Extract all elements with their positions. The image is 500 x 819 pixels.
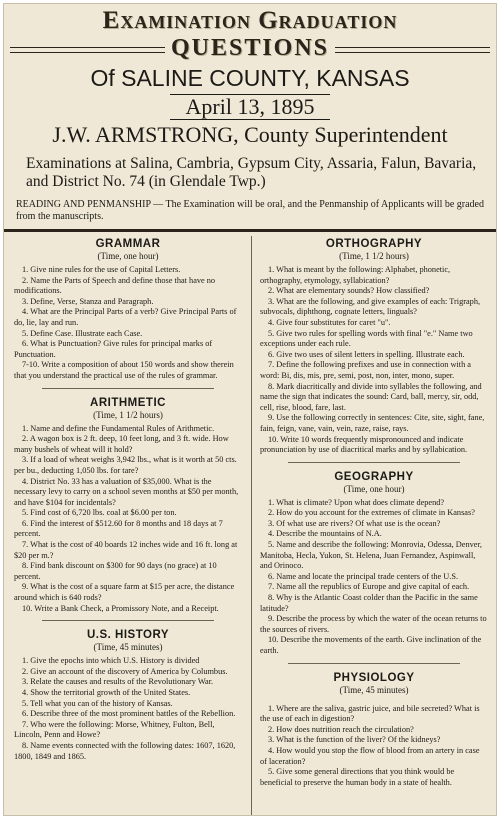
question-item: 6. Name and locate the principal trade centers of the U.S. xyxy=(268,571,459,581)
examination-locations: Examinations at Salina, Cambria, Gypsum City, Assaria, Falun, Bavaria, and District No. 74 (in Glendale Twp.) xyxy=(26,155,477,190)
section-arithmetic xyxy=(14,397,242,615)
question-item: 2. Name the Parts of Speech and define those that have no modifications. xyxy=(14,275,216,296)
question-item: 8. Name events connected with the following dates: 1607, 1620, 1800, 1849 and 1865. xyxy=(14,740,236,761)
section-title: ARITHMETIC xyxy=(90,396,166,409)
section-title: GEOGRAPHY xyxy=(334,470,414,483)
masthead-subtitle-band xyxy=(10,35,490,61)
question-list xyxy=(14,265,242,382)
masthead xyxy=(4,8,496,191)
question-item: 5. Give some general directions that you think would be beneficial to preserve the human body in a state of health. xyxy=(260,767,455,787)
question-item: 9. Describe the process by which the water of the ocean returns to the sources of rivers. xyxy=(260,614,487,634)
question-item: 3. Of what use are rivers? Of what use is the ocean? xyxy=(268,518,441,528)
section-physiology xyxy=(260,672,488,789)
question-list xyxy=(260,704,488,789)
question-item: 10. Write 10 words frequently mispronounced and indicate pronunciation by use of diacritical marks and by syllabication. xyxy=(260,434,468,455)
masthead-title: Examination Graduation xyxy=(102,7,398,34)
question-item: 1. Give nine rules for the use of Capital Letters. xyxy=(22,265,181,274)
question-item: 9. What is the cost of a square farm at $15 per acre, the distance around which is 640 rods? xyxy=(14,582,235,603)
section-separator xyxy=(42,620,214,621)
question-item: 1. Give the epochs into which U.S. History is divided xyxy=(22,656,200,666)
section-us-history xyxy=(14,629,242,762)
question-item: 3. What are the following, and give examples of each: Trigraph, subvocals, diphthong, cognate letters, linguals? xyxy=(260,296,481,317)
question-item: 7. Define the following prefixes and use in connection with a word: Bi, dis, mis, pre, semi, post, non, inter, mono, super. xyxy=(260,360,471,380)
question-item: 3. Relate the causes and results of the Revolutionary War. xyxy=(22,677,214,687)
exam-date: April 13, 1895 xyxy=(170,94,331,120)
section-time: (Time, 45 minutes) xyxy=(93,642,163,653)
section-time: (Time, 1 1/2 hours) xyxy=(339,251,409,261)
question-item: 10. Write a Bank Check, a Promissory Note, and a Receipt. xyxy=(22,603,219,613)
question-item: 2. Give an account of the discovery of America by Columbus. xyxy=(22,666,228,676)
section-title: GRAMMAR xyxy=(95,238,161,250)
question-item: 5. Define Case. Illustrate each Case. xyxy=(22,328,143,338)
question-item: 5. Find cost of 6,720 lbs. coal at $6.00 per ton. xyxy=(22,508,177,518)
superintendent-line: J.W. ARMSTRONG, County Superintendent xyxy=(52,122,448,147)
question-item: 3. If a load of wheat weighs 3,942 lbs., what is it worth at 50 cts. per bu., deducting 1,050 lbs. for tare? xyxy=(14,455,237,475)
section-orthography xyxy=(260,238,488,456)
section-separator xyxy=(288,462,460,463)
question-item: 2. What are elementary sounds? How classified? xyxy=(268,286,430,296)
question-item: 7. What is the cost of 40 boards 12 inches wide and 16 ft. long at $20 per m.? xyxy=(14,540,238,560)
county-heading: Of SALINE COUNTY, KANSAS xyxy=(90,65,410,91)
section-title: ORTHOGRAPHY xyxy=(325,238,423,250)
question-item: 7. Name all the republics of Europe and give capital of each. xyxy=(268,582,470,592)
question-item: 7. Who were the following: Morse, Whitney, Fulton, Bell, Lincoln, Penn and Howe? xyxy=(14,719,215,740)
question-item: 6. Find the interest of $512.60 for 8 months and 18 days at 7 percent. xyxy=(14,518,223,539)
question-item: 6. Describe three of the most prominent battles of the Rebellion. xyxy=(22,709,236,719)
question-item: 4. Show the territorial growth of the United States. xyxy=(22,688,191,697)
question-item: 9. Use the following correctly in sentences: Cite, site, sight, fane, fain, feign, vane, vain, vein, raze, raise, rays. xyxy=(260,413,485,433)
section-title: U.S. HISTORY xyxy=(86,629,170,642)
question-item: 10. Describe the movements of the earth. Give inclination of the earth. xyxy=(260,635,482,655)
left-column xyxy=(14,232,242,762)
section-time: (Time, one hour) xyxy=(97,251,159,261)
question-item: 5. Tell what you can of the history of Kansas. xyxy=(22,698,173,708)
section-title: PHYSIOLOGY xyxy=(333,671,415,684)
section-time: (Time, 1 1/2 hours) xyxy=(93,409,163,420)
question-item: 4. How would you stop the flow of blood from an artery in case of laceration? xyxy=(260,745,480,766)
question-item: 2. How do you account for the extremes of climate in Kansas? xyxy=(268,508,475,518)
section-geography xyxy=(260,471,488,657)
reading-penmanship-note: READING AND PENMANSHIP — The Examination will be oral, and the Penmanship of Applicants will be graded from the manuscripts. xyxy=(16,199,484,222)
right-column xyxy=(260,232,488,788)
question-item: 5. Give two rules for spelling words with final "e." Name two exceptions under each rule. xyxy=(260,328,473,349)
section-grammar xyxy=(14,238,242,382)
question-item: 1. Where are the saliva, gastric juice, and bile secreted? What is the use of each in digestion? xyxy=(260,703,480,724)
question-item: 4. What are the Principal Parts of a verb? Give Principal Parts of do, lie, lay and run. xyxy=(14,307,237,327)
section-time: (Time, 45 minutes) xyxy=(339,684,409,695)
section-separator xyxy=(42,388,214,389)
question-item: 1. Name and define the Fundamental Rules of Arithmetic. xyxy=(22,423,215,433)
question-item: 1. What is meant by the following: Alphabet, phonetic, orthography, etymology, syllabication? xyxy=(260,265,451,285)
question-item: 4. Give four substitutes for caret "u". xyxy=(268,317,391,327)
question-list xyxy=(260,498,488,657)
question-item: 2. How does nutrition reach the circulation? xyxy=(268,724,414,734)
question-item: 2. A wagon box is 2 ft. deep, 10 feet long, and 3 ft. wide. How many bushels of wheat will it hold? xyxy=(14,434,229,454)
question-item: 6. What is Punctuation? Give rules for principal marks of Punctuation. xyxy=(14,339,213,359)
question-list xyxy=(14,424,242,615)
question-item: 8. Mark diacritically and divide into syllables the following, and name the sign that indicates the sound: Card, ball, mercy, sir, odd, cell, rise, blood, fare, last. xyxy=(260,381,482,412)
question-item: 3. What is the function of the liver? Of the kidneys? xyxy=(268,735,441,745)
masthead-subtitle: QUESTIONS xyxy=(165,35,335,61)
question-item: 4. District No. 33 has a valuation of $35,000. What is the necessary levy to carry on a school seven months at $50 per month, and have $104 for incidentals? xyxy=(14,476,239,507)
question-item: 8. Find bank discount on $300 for 90 days (no grace) at 10 percent. xyxy=(14,561,217,581)
question-item: 7-10. Write a composition of about 150 words and show therein that you understand the practical use of the rules of grammar. xyxy=(14,360,234,380)
question-item: 1. What is climate? Upon what does climate depend? xyxy=(268,497,445,507)
question-item: 3. Define, Verse, Stanza and Paragraph. xyxy=(22,296,154,306)
section-separator xyxy=(288,663,460,664)
question-item: 4. Describe the mountains of N.A. xyxy=(268,529,382,539)
question-item: 8. Why is the Atlantic Coast colder than the Pacific in the same latitude? xyxy=(260,593,478,613)
exam-sheet xyxy=(3,3,497,816)
question-list xyxy=(14,656,242,762)
question-item: 6. Give two uses of silent letters in spelling. Illustrate each. xyxy=(268,349,465,359)
question-item: 5. Name and describe the following: Monrovia, Odessa, Denver, Manitoba, Hecla, Yukon, St. Helena, Juan Fernandez, Aspinwall, and Orinoco. xyxy=(260,540,482,571)
section-time: (Time, one hour) xyxy=(343,483,405,494)
question-list xyxy=(260,265,488,456)
column-divider xyxy=(251,236,252,815)
